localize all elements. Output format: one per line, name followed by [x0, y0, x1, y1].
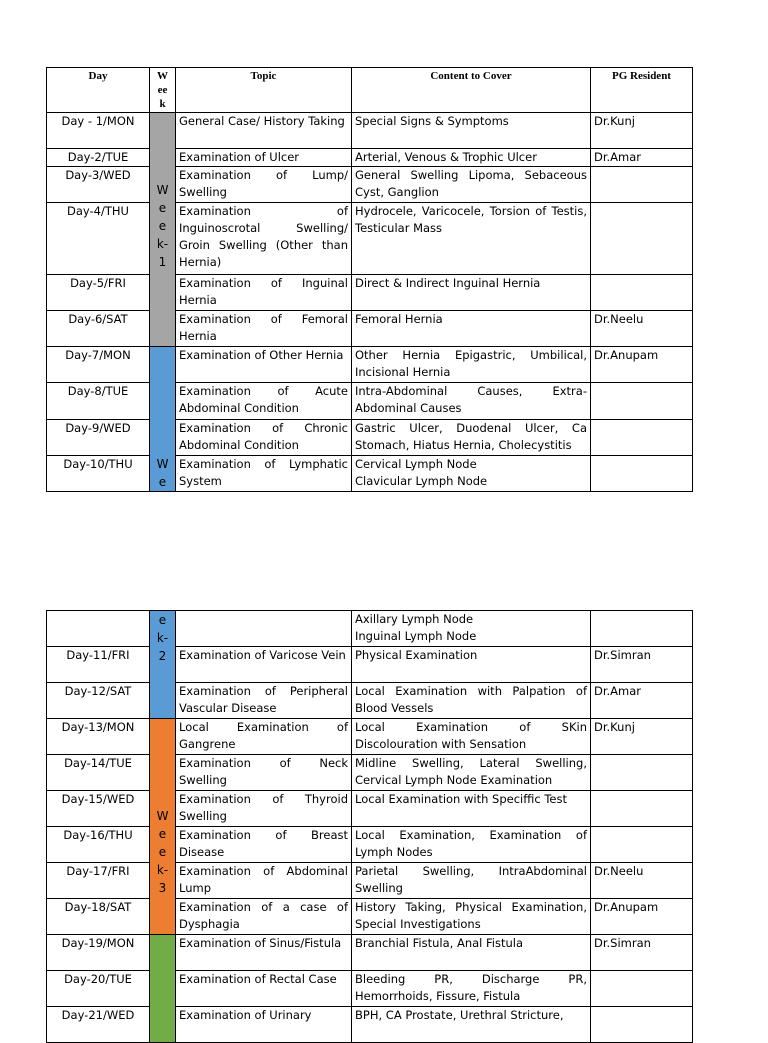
- topic-cell: Examination of Lump/ Swelling: [176, 167, 352, 203]
- table-row: [47, 719, 693, 755]
- day-cell: Day-19/MON: [47, 935, 150, 971]
- header-content: Content to Cover: [352, 68, 591, 113]
- table-row: [47, 863, 693, 899]
- content-cell: Intra-Abdominal Causes, Extra-Abdominal Causes: [352, 383, 591, 419]
- content-cell: Parietal Swelling, IntraAbdominal Swelling: [352, 863, 591, 899]
- resident-cell: Dr.Simran: [591, 935, 693, 971]
- content-cell: Gastric Ulcer, Duodenal Ulcer, Ca Stomach, Hiatus Hernia, Cholecystitis: [352, 419, 591, 455]
- content-cell: Axillary Lymph Node Inguinal Lymph Node: [352, 611, 591, 647]
- day-cell: Day-11/FRI: [47, 647, 150, 683]
- topic-cell: Examination of Sinus/Fistula: [176, 935, 352, 971]
- resident-cell: [591, 455, 693, 491]
- resident-cell: Dr.Anupam: [591, 899, 693, 935]
- schedule-table-page-2: [46, 610, 693, 1043]
- topic-cell: Examination of Femoral Hernia: [176, 311, 352, 347]
- content-cell: Midline Swelling, Lateral Swelling, Cervical Lymph Node Examination: [352, 755, 591, 791]
- day-cell: Day-2/TUE: [47, 149, 150, 167]
- day-cell: Day-18/SAT: [47, 899, 150, 935]
- content-cell: Local Examination of SKin Discolouration with Sensation: [352, 719, 591, 755]
- content-cell: Cervical Lymph Node Clavicular Lymph Node: [352, 455, 591, 491]
- resident-cell: [591, 1007, 693, 1043]
- day-cell: Day-8/TUE: [47, 383, 150, 419]
- table-row: [47, 275, 693, 311]
- day-cell: Day-7/MON: [47, 347, 150, 383]
- table-row: [47, 647, 693, 683]
- resident-cell: Dr.Kunj: [591, 113, 693, 149]
- resident-cell: Dr.Simran: [591, 647, 693, 683]
- resident-cell: [591, 167, 693, 203]
- day-cell: Day-21/WED: [47, 1007, 150, 1043]
- content-cell: Branchial Fistula, Anal Fistula: [352, 935, 591, 971]
- header-week: W ee k: [150, 68, 176, 113]
- week-label-cell: W e e k- 1: [150, 113, 176, 347]
- topic-cell: Examination of Varicose Vein: [176, 647, 352, 683]
- topic-cell: Examination of Neck Swelling: [176, 755, 352, 791]
- table-row: [47, 935, 693, 971]
- table-row: [47, 827, 693, 863]
- resident-cell: Dr.Amar: [591, 683, 693, 719]
- topic-cell: Examination of Chronic Abdominal Condition: [176, 419, 352, 455]
- table-row-continuation: [47, 611, 693, 647]
- table-row: [47, 1007, 693, 1043]
- topic-cell: Examination of Acute Abdominal Condition: [176, 383, 352, 419]
- topic-cell: Examination of Rectal Case: [176, 971, 352, 1007]
- resident-cell: [591, 755, 693, 791]
- topic-cell: Examination of Inguinal Hernia: [176, 275, 352, 311]
- resident-cell: [591, 419, 693, 455]
- table-row: [47, 419, 693, 455]
- topic-cell: Examination of Inguinoscrotal Swelling/ Groin Swelling (Other than Hernia): [176, 203, 352, 275]
- day-cell: Day-16/THU: [47, 827, 150, 863]
- header-resident: PG Resident: [591, 68, 693, 113]
- topic-cell: Examination of a case of Dysphagia: [176, 899, 352, 935]
- resident-cell: [591, 611, 693, 647]
- topic-cell: Examination of Other Hernia: [176, 347, 352, 383]
- resident-cell: [591, 791, 693, 827]
- table-row: [47, 971, 693, 1007]
- table-row: [47, 899, 693, 935]
- resident-cell: [591, 383, 693, 419]
- content-cell: Local Examination with Speciffic Test: [352, 791, 591, 827]
- topic-cell: Examination of Breast Disease: [176, 827, 352, 863]
- day-cell: Day-10/THU: [47, 455, 150, 491]
- day-cell: Day-5/FRI: [47, 275, 150, 311]
- content-cell: Direct & Indirect Inguinal Hernia: [352, 275, 591, 311]
- content-cell: Local Examination, Examination of Lymph Nodes: [352, 827, 591, 863]
- header-day: Day: [47, 68, 150, 113]
- table-row: [47, 755, 693, 791]
- table-row: [47, 791, 693, 827]
- content-cell: Physical Examination: [352, 647, 591, 683]
- resident-cell: Dr.Anupam: [591, 347, 693, 383]
- topic-cell: Examination of Ulcer: [176, 149, 352, 167]
- day-cell: Day-20/TUE: [47, 971, 150, 1007]
- resident-cell: Dr.Kunj: [591, 719, 693, 755]
- content-cell: Other Hernia Epigastric, Umbilical, Incisional Hernia: [352, 347, 591, 383]
- day-cell: Day-4/THU: [47, 203, 150, 275]
- content-cell: History Taking, Physical Examination, Special Investigations: [352, 899, 591, 935]
- resident-cell: [591, 203, 693, 275]
- day-cell: Day-6/SAT: [47, 311, 150, 347]
- content-cell: Femoral Hernia: [352, 311, 591, 347]
- table-header-row: [47, 68, 693, 113]
- resident-cell: Dr.Neelu: [591, 311, 693, 347]
- table-row: [47, 683, 693, 719]
- resident-cell: Dr.Amar: [591, 149, 693, 167]
- day-cell: Day-13/MON: [47, 719, 150, 755]
- topic-cell: Local Examination of Gangrene: [176, 719, 352, 755]
- schedule-table-page-1: [46, 67, 693, 492]
- table-row: [47, 383, 693, 419]
- content-cell: Hydrocele, Varicocele, Torsion of Testis, Testicular Mass: [352, 203, 591, 275]
- day-cell: Day-14/TUE: [47, 755, 150, 791]
- content-cell: Arterial, Venous & Trophic Ulcer: [352, 149, 591, 167]
- week-label-cell: e k- 2: [150, 611, 176, 719]
- topic-cell: [176, 611, 352, 647]
- topic-cell: Examination of Urinary: [176, 1007, 352, 1043]
- week-label-cell: [150, 935, 176, 1043]
- day-cell: [47, 611, 150, 647]
- resident-cell: [591, 971, 693, 1007]
- content-cell: General Swelling Lipoma, Sebaceous Cyst, Ganglion: [352, 167, 591, 203]
- resident-cell: Dr.Neelu: [591, 863, 693, 899]
- table-row: [47, 203, 693, 275]
- topic-cell: Examination of Thyroid Swelling: [176, 791, 352, 827]
- table-row: [47, 149, 693, 167]
- topic-cell: General Case/ History Taking: [176, 113, 352, 149]
- day-cell: Day-12/SAT: [47, 683, 150, 719]
- resident-cell: [591, 275, 693, 311]
- table-row: [47, 347, 693, 383]
- table-row: [47, 311, 693, 347]
- topic-cell: Examination of Lymphatic System: [176, 455, 352, 491]
- topic-cell: Examination of Abdominal Lump: [176, 863, 352, 899]
- content-cell: BPH, CA Prostate, Urethral Stricture,: [352, 1007, 591, 1043]
- topic-cell: Examination of Peripheral Vascular Disease: [176, 683, 352, 719]
- content-cell: Local Examination with Palpation of Blood Vessels: [352, 683, 591, 719]
- table-row: [47, 113, 693, 149]
- day-cell: Day-9/WED: [47, 419, 150, 455]
- content-cell: Bleeding PR, Discharge PR, Hemorrhoids, Fissure, Fistula: [352, 971, 591, 1007]
- resident-cell: [591, 827, 693, 863]
- week-label-cell: W e: [150, 347, 176, 492]
- table-row: [47, 167, 693, 203]
- day-cell: Day-15/WED: [47, 791, 150, 827]
- day-cell: Day - 1/MON: [47, 113, 150, 149]
- week-label-cell: W e e k- 3: [150, 719, 176, 935]
- header-topic: Topic: [176, 68, 352, 113]
- table-row: [47, 455, 693, 491]
- content-cell: Special Signs & Symptoms: [352, 113, 591, 149]
- day-cell: Day-17/FRI: [47, 863, 150, 899]
- day-cell: Day-3/WED: [47, 167, 150, 203]
